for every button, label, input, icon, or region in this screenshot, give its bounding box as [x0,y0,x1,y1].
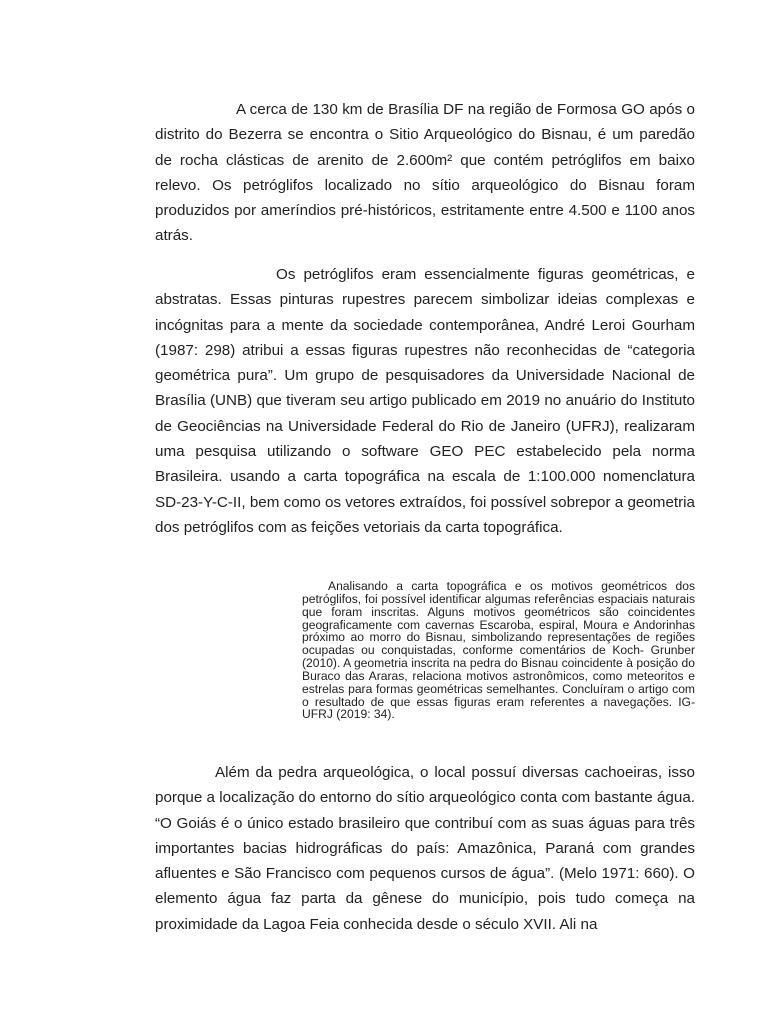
paragraph-3 [155,760,695,937]
block-quote-text: Analisando a carta topográfica e os motivos geométricos dos petróglifos, foi possível identificar algumas referências espaciais naturais que foram inscritas. Alguns motivos geométricos são coincidentes geograficamente com cavernas Escaroba, espiral, Moura e Andorinhas próximo ao morro do Bisnau, simbolizando representações de regiões ocupadas ou conquistadas, conforme comentários de Koch- Grunber (2010). A geometria inscrita na pedra do Bisnau coincidente à posição do Buraco das Araras, relaciona motivos astronômicos, como meteoritos e estrelas para formas geométricas semelhantes. Concluíram o artigo com o resultado de que essas figuras eram referentes a navegações. IG-UFRJ (2019: 34). [302,579,695,722]
paragraph-1 [155,97,695,249]
paragraph-2-text: Os petróglifos eram essencialmente figuras geométricas, e abstratas. Essas pinturas rupestres parecem simbolizar ideias complexas e incógnitas para a mente da sociedade contemporânea, André Leroi Gourham (1987: 298) atribui a essas figuras rupestres não reconhecidas de “categoria geométrica pura”. Um grupo de pesquisadores da Universidade Nacional de Brasília (UNB) que tiveram seu artigo publicado em 2019 no anuário do Instituto de Geociências na Universidade Federal do Rio de Janeiro (UFRJ), realizaram uma pesquisa utilizando o software GEO PEC estabelecido pela norma Brasileira. usando a carta topográfica na escala de 1:100.000 nomenclatura SD-23-Y-C-II, bem como os vetores extraídos, foi possível sobrepor a geometria dos petróglifos com as feições vetoriais da carta topográfica. [155,266,695,536]
block-quote [302,580,695,721]
paragraph-1-text: A cerca de 130 km de Brasília DF na região de Formosa GO após o distrito do Bezerra se encontra o Sitio Arqueológico do Bisnau, é um paredão de rocha clásticas de arenito de 2.600m² que contém petróglifos em baixo relevo. Os petróglifos localizado no sítio arqueológico do Bisnau foram produzidos por ameríndios pré-históricos, estritamente entre 4.500 e 1100 anos atrás. [155,101,695,245]
paragraph-2 [155,262,695,540]
paragraph-3-text: Além da pedra arqueológica, o local possuí diversas cachoeiras, isso porque a localização do entorno do sítio arqueológico conta com bastante água. “O Goiás é o único estado brasileiro que contribuí com as suas águas para três importantes bacias hidrográficas do país: Amazônica, Paraná com grandes afluentes e São Francisco com pequenos cursos de água”. (Melo 1971: 660). O elemento água faz parta da gênese do município, pois tudo começa na proximidade da Lagoa Feia conhecida desde o século XVII. Ali na [155,764,695,933]
